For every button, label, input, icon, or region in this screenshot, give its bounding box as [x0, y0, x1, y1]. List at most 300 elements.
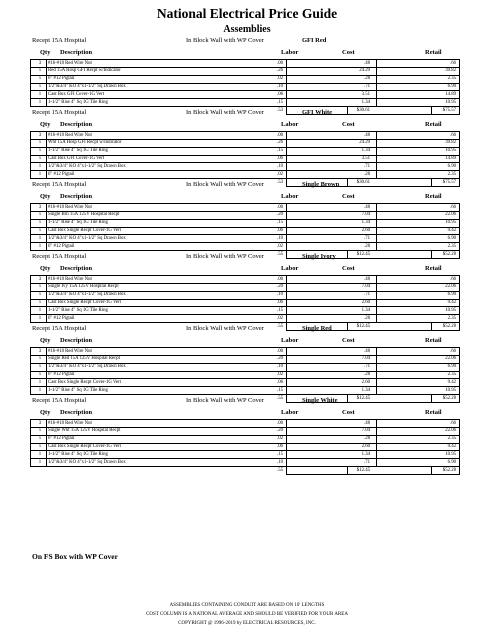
total-labor: .53 [277, 179, 283, 185]
row-cost: .71 [364, 163, 370, 169]
assembly-section [0, 250, 494, 331]
row-qty: 1 [38, 292, 42, 298]
row-description: Cast Box GFI Cover-1G Vert [48, 91, 105, 97]
row-description: 1/2"&3/4" KO 4"x1-1/2" Sq Drawn Box [48, 163, 126, 169]
section-wall-type: In Block Wall with WP Cover [186, 109, 264, 116]
col-qty-header: Qty [40, 337, 51, 344]
section-device-type: GFI Red [302, 37, 327, 44]
items-table [30, 203, 460, 251]
row-cost: .48 [364, 60, 370, 66]
table-row [30, 148, 460, 156]
row-retail: 39.82 [445, 68, 456, 74]
table-row [30, 420, 460, 428]
column-headers [0, 119, 494, 131]
items-table [30, 59, 460, 107]
col-qty-header: Qty [40, 49, 51, 56]
row-qty: 1 [38, 163, 42, 169]
section-device-type: Single Brown [302, 181, 340, 188]
row-description: Cast Box Single Recpt Cover-1G Vert [48, 379, 121, 385]
row-qty: 1 [38, 99, 42, 105]
column-headers [0, 191, 494, 203]
col-retail-header: Retail [425, 409, 442, 416]
items-table [30, 275, 460, 323]
row-description: #16-#10 Red Wire Nut [48, 204, 92, 210]
table-row [30, 204, 460, 212]
col-labor-header: Labor [281, 49, 299, 56]
row-cost: .48 [364, 348, 370, 354]
total-labor: .55 [277, 467, 283, 473]
table-row [30, 76, 460, 84]
section-device-type: Single Red [302, 325, 332, 332]
total-retail: $52.28 [442, 323, 456, 329]
items-table [30, 419, 460, 467]
row-cost: .48 [364, 204, 370, 210]
col-qty-header: Qty [40, 265, 51, 272]
table-row [30, 348, 460, 356]
items-table [30, 131, 460, 179]
row-retail: 9.42 [447, 444, 456, 450]
row-cost: 2.60 [361, 444, 370, 450]
row-cost: 1.34 [361, 307, 370, 313]
row-labor: .10 [277, 459, 283, 465]
table-row [30, 163, 460, 171]
section-recept: Recept 15A Hospital [32, 397, 87, 404]
table-row [30, 436, 460, 444]
row-description: 1-1/2" Rise 4" Sq 1G Tile Ring [48, 387, 108, 393]
row-retail: 6.90 [447, 163, 456, 169]
row-labor: .15 [277, 99, 283, 105]
section-recept: Recept 15A Hospital [32, 181, 87, 188]
row-labor: .10 [277, 364, 283, 370]
col-labor-header: Labor [281, 193, 299, 200]
row-cost: 24.29 [359, 68, 370, 74]
row-labor: .06 [277, 300, 283, 306]
row-labor: .10 [277, 163, 283, 169]
row-qty: 1 [38, 84, 42, 90]
table-row [30, 300, 460, 308]
row-retail: 22.06 [445, 356, 456, 362]
col-qty-header: Qty [40, 193, 51, 200]
total-cost: $12.45 [356, 395, 370, 401]
row-description: Wht 15A Hosp GFI Recpt w/Indicator [48, 140, 122, 146]
table-row [30, 228, 460, 236]
col-retail-header: Retail [425, 49, 442, 56]
section-header [0, 394, 494, 407]
col-labor-header: Labor [281, 337, 299, 344]
row-qty: 1 [38, 379, 42, 385]
footer-label: On FS Box with WP Cover [32, 552, 118, 561]
row-description: Red 15A Hosp GFI Recpt w/Indicator [48, 68, 121, 74]
row-cost: .48 [364, 276, 370, 282]
row-labor: .15 [277, 220, 283, 226]
row-qty: 1 [38, 451, 42, 457]
row-cost: 7.04 [361, 356, 370, 362]
row-labor: .10 [277, 235, 283, 241]
row-retail: 6.90 [447, 235, 456, 241]
row-description: #16-#10 Red Wire Nut [48, 132, 92, 138]
row-labor: .06 [277, 379, 283, 385]
row-retail: 6.90 [447, 84, 456, 90]
row-retail: .66 [450, 60, 456, 66]
row-description: 6" #12 Pigtail [48, 436, 75, 442]
row-qty: 1 [38, 315, 42, 321]
table-row [30, 68, 460, 76]
section-wall-type: In Block Wall with WP Cover [186, 325, 264, 332]
row-qty: 1 [38, 171, 42, 177]
table-row [30, 91, 460, 99]
col-cost-header: Cost [342, 193, 355, 200]
row-cost: 1.34 [361, 387, 370, 393]
section-wall-type: In Block Wall with WP Cover [186, 397, 264, 404]
total-retail: $75.57 [442, 179, 456, 185]
row-retail: 22.06 [445, 212, 456, 218]
row-retail: 9.42 [447, 379, 456, 385]
row-cost: 7.04 [361, 212, 370, 218]
total-retail: $52.28 [442, 395, 456, 401]
row-qty: 1 [38, 228, 42, 234]
row-retail: 22.06 [445, 284, 456, 290]
row-qty: 1 [38, 284, 42, 290]
col-description-header: Description [60, 409, 93, 416]
row-cost: .71 [364, 459, 370, 465]
row-labor: .00 [277, 132, 283, 138]
row-labor: .20 [277, 356, 283, 362]
row-retail: 39.82 [445, 140, 456, 146]
table-row [30, 60, 460, 68]
total-retail: $52.28 [442, 251, 456, 257]
section-device-type: GFI White [302, 109, 333, 116]
section-device-type: Single White [302, 397, 338, 404]
row-labor: .02 [277, 171, 283, 177]
col-retail-header: Retail [425, 193, 442, 200]
row-description: 1/2"&3/4" KO 4"x1-1/2" Sq Drawn Box [48, 292, 126, 298]
column-headers [0, 407, 494, 419]
row-retail: 10.95 [445, 220, 456, 226]
table-row [30, 307, 460, 315]
column-headers [0, 47, 494, 59]
row-description: #16-#10 Red Wire Nut [48, 420, 92, 426]
col-cost-header: Cost [342, 265, 355, 272]
row-qty: 1 [38, 436, 42, 442]
section-wall-type: In Block Wall with WP Cover [186, 181, 264, 188]
footnote-conduit: ASSEMBLIES CONTAINING CONDUIT ARE BASED ON 10' LENGTHS [169, 603, 325, 608]
row-cost: .71 [364, 292, 370, 298]
row-qty: 3 [38, 276, 42, 282]
total-cost: $12.45 [356, 467, 370, 473]
row-cost: 7.04 [361, 428, 370, 434]
section-wall-type: In Block Wall with WP Cover [186, 37, 264, 44]
row-description: 6" #12 Pigtail [48, 315, 75, 321]
table-row [30, 132, 460, 140]
row-retail: 2.35 [447, 436, 456, 442]
row-cost: 1.34 [361, 99, 370, 105]
assembly-section [0, 394, 494, 475]
row-labor: .15 [277, 148, 283, 154]
col-cost-header: Cost [342, 121, 355, 128]
table-row [30, 84, 460, 92]
section-header [0, 178, 494, 191]
row-retail: 2.35 [447, 243, 456, 249]
table-row [30, 428, 460, 436]
row-description: 6" #12 Pigtail [48, 76, 75, 82]
row-cost: 3.51 [361, 91, 370, 97]
total-cost: $12.45 [356, 323, 370, 329]
row-retail: 14.89 [445, 91, 456, 97]
row-description: 1/2"&3/4" KO 4"x1-1/2" Sq Drawn Box [48, 364, 126, 370]
section-header [0, 34, 494, 47]
items-table [30, 347, 460, 395]
total-row [0, 467, 494, 475]
row-labor: .15 [277, 387, 283, 393]
row-retail: 10.95 [445, 148, 456, 154]
row-qty: 3 [38, 132, 42, 138]
row-labor: .15 [277, 307, 283, 313]
row-description: 6" #12 Pigtail [48, 372, 75, 378]
total-cost: $30.61 [356, 107, 370, 113]
row-description: 1/2"&3/4" KO 4"x1-1/2" Sq Drawn Box [48, 84, 126, 90]
row-description: Single Brn 15A 125V Hospital Recpt [48, 212, 120, 218]
row-cost: 3.51 [361, 156, 370, 162]
row-labor: .02 [277, 436, 283, 442]
row-retail: 10.95 [445, 451, 456, 457]
col-description-header: Description [60, 265, 93, 272]
row-description: Cast Box Single Recpt Cover-1G Vert [48, 444, 121, 450]
row-qty: 1 [38, 428, 42, 434]
table-row [30, 212, 460, 220]
row-description: #16-#10 Red Wire Nut [48, 348, 92, 354]
row-description: 1-1/2" Rise 4" Sq 1G Tile Ring [48, 451, 108, 457]
section-header [0, 106, 494, 119]
row-description: 1-1/2" Rise 4" Sq 1G Tile Ring [48, 220, 108, 226]
col-cost-header: Cost [342, 409, 355, 416]
row-qty: 3 [38, 348, 42, 354]
row-labor: .06 [277, 156, 283, 162]
row-qty: 1 [38, 372, 42, 378]
page-title: National Electrical Price Guide [156, 6, 338, 21]
col-qty-header: Qty [40, 409, 51, 416]
row-retail: 6.90 [447, 364, 456, 370]
row-qty: 3 [38, 204, 42, 210]
row-retail: 9.42 [447, 300, 456, 306]
row-qty: 1 [38, 220, 42, 226]
table-row [30, 276, 460, 284]
section-wall-type: In Block Wall with WP Cover [186, 253, 264, 260]
total-cost: $30.61 [356, 179, 370, 185]
row-labor: .10 [277, 84, 283, 90]
section-device-type: Single Ivory [302, 253, 336, 260]
footnote-copyright: COPYRIGHT @ 1996-2019 by ELECTRICAL RESOURCES, INC. [178, 621, 316, 626]
table-row [30, 372, 460, 380]
section-recept: Recept 15A Hospital [32, 325, 87, 332]
row-qty: 1 [38, 444, 42, 450]
footnote-cost: COST COLUMN IS A NATIONAL AVERAGE AND SHOULD BE VERIFIED FOR YOUR AREA [146, 612, 348, 617]
row-description: 1/2"&3/4" KO 4"x1-1/2" Sq Drawn Box [48, 235, 126, 241]
total-labor: .53 [277, 107, 283, 113]
col-description-header: Description [60, 193, 93, 200]
section-recept: Recept 15A Hospital [32, 37, 87, 44]
row-labor: .15 [277, 451, 283, 457]
row-retail: 6.90 [447, 292, 456, 298]
row-retail: 6.90 [447, 459, 456, 465]
row-cost: .48 [364, 132, 370, 138]
row-description: Cast Box GFI Cover-1G Vert [48, 156, 105, 162]
table-row [30, 444, 460, 452]
col-labor-header: Labor [281, 121, 299, 128]
row-labor: .00 [277, 204, 283, 210]
row-labor: .00 [277, 420, 283, 426]
col-description-header: Description [60, 49, 93, 56]
row-cost: .71 [364, 235, 370, 241]
row-description: Single Red 15A 125V Hospital Recpt [48, 356, 120, 362]
row-description: 6" #12 Pigtail [48, 243, 75, 249]
table-row [30, 364, 460, 372]
row-cost: .28 [364, 315, 370, 321]
row-labor: .26 [277, 68, 283, 74]
row-retail: 2.35 [447, 372, 456, 378]
col-retail-header: Retail [425, 121, 442, 128]
row-description: #16-#10 Red Wire Nut [48, 276, 92, 282]
total-labor: .55 [277, 395, 283, 401]
row-labor: .06 [277, 228, 283, 234]
assembly-section [0, 178, 494, 259]
row-qty: 1 [38, 364, 42, 370]
section-recept: Recept 15A Hospital [32, 109, 87, 116]
row-description: 1/2"&3/4" KO 4"x1-1/2" Sq Drawn Box [48, 459, 126, 465]
row-description: Single Ivy 15A 125V Hospital Recpt [48, 284, 119, 290]
row-labor: .00 [277, 60, 283, 66]
col-description-header: Description [60, 337, 93, 344]
row-retail: 10.95 [445, 387, 456, 393]
row-description: #16-#10 Red Wire Nut [48, 60, 92, 66]
section-recept: Recept 15A Hospital [32, 253, 87, 260]
row-labor: .20 [277, 212, 283, 218]
row-retail: 22.06 [445, 428, 456, 434]
total-retail: $52.28 [442, 467, 456, 473]
row-retail: .66 [450, 420, 456, 426]
row-qty: 1 [38, 243, 42, 249]
table-row [30, 379, 460, 387]
row-labor: .26 [277, 140, 283, 146]
row-qty: 1 [38, 356, 42, 362]
row-retail: 9.42 [447, 228, 456, 234]
row-labor: .00 [277, 348, 283, 354]
total-cost: $12.45 [356, 251, 370, 257]
row-retail: .66 [450, 132, 456, 138]
table-row [30, 235, 460, 243]
col-cost-header: Cost [342, 49, 355, 56]
row-retail: .66 [450, 348, 456, 354]
row-description: Cast Box Single Recpt Cover-1G Vert [48, 300, 121, 306]
table-row [30, 140, 460, 148]
row-retail: 10.95 [445, 99, 456, 105]
row-cost: 1.34 [361, 451, 370, 457]
col-qty-header: Qty [40, 121, 51, 128]
table-row [30, 156, 460, 164]
row-qty: 3 [38, 420, 42, 426]
row-description: 1-1/2" Rise 4" Sq 1G Tile Ring [48, 148, 108, 154]
total-labor: .55 [277, 323, 283, 329]
row-qty: 3 [38, 60, 42, 66]
row-cost: 2.60 [361, 228, 370, 234]
column-headers [0, 335, 494, 347]
section-header [0, 322, 494, 335]
row-labor: .10 [277, 292, 283, 298]
col-retail-header: Retail [425, 265, 442, 272]
row-description: 6" #12 Pigtail [48, 171, 75, 177]
row-cost: .28 [364, 171, 370, 177]
col-cost-header: Cost [342, 337, 355, 344]
row-labor: .06 [277, 444, 283, 450]
row-retail: .66 [450, 276, 456, 282]
row-labor: .02 [277, 315, 283, 321]
row-cost: .48 [364, 420, 370, 426]
row-labor: .02 [277, 76, 283, 82]
row-description: 1-1/2" Rise 4" Sq 1G Tile Ring [48, 307, 108, 313]
row-cost: 24.29 [359, 140, 370, 146]
row-qty: 1 [38, 68, 42, 74]
row-qty: 1 [38, 91, 42, 97]
col-labor-header: Labor [281, 409, 299, 416]
assembly-section [0, 322, 494, 403]
table-row [30, 292, 460, 300]
row-cost: .28 [364, 76, 370, 82]
row-qty: 1 [38, 387, 42, 393]
row-labor: .02 [277, 243, 283, 249]
row-labor: .02 [277, 372, 283, 378]
table-row [30, 459, 460, 467]
row-cost: .28 [364, 372, 370, 378]
col-labor-header: Labor [281, 265, 299, 272]
row-retail: 14.89 [445, 156, 456, 162]
row-retail: 2.35 [447, 171, 456, 177]
total-labor: .55 [277, 251, 283, 257]
total-retail: $75.57 [442, 107, 456, 113]
row-qty: 1 [38, 307, 42, 313]
row-description: Single Wht 15A 125V Hospital Recpt [48, 428, 121, 434]
row-qty: 1 [38, 459, 42, 465]
row-labor: .20 [277, 284, 283, 290]
assembly-section [0, 106, 494, 187]
row-labor: .00 [277, 276, 283, 282]
row-qty: 1 [38, 235, 42, 241]
row-cost: .71 [364, 364, 370, 370]
row-retail: 10.95 [445, 307, 456, 313]
section-header [0, 250, 494, 263]
row-description: Cast Box Single Recpt Cover-1G Vert [48, 228, 121, 234]
table-row [30, 451, 460, 459]
row-retail: 2.35 [447, 315, 456, 321]
row-qty: 1 [38, 156, 42, 162]
row-cost: .28 [364, 436, 370, 442]
row-qty: 1 [38, 148, 42, 154]
assembly-section [0, 34, 494, 115]
row-retail: 2.35 [447, 76, 456, 82]
row-retail: .66 [450, 204, 456, 210]
row-labor: .20 [277, 428, 283, 434]
row-cost: .28 [364, 243, 370, 249]
row-qty: 1 [38, 140, 42, 146]
row-cost: 1.34 [361, 148, 370, 154]
table-row [30, 356, 460, 364]
column-headers [0, 263, 494, 275]
row-qty: 1 [38, 212, 42, 218]
row-qty: 1 [38, 76, 42, 82]
table-row [30, 284, 460, 292]
col-description-header: Description [60, 121, 93, 128]
col-retail-header: Retail [425, 337, 442, 344]
row-cost: .71 [364, 84, 370, 90]
row-cost: 1.34 [361, 220, 370, 226]
